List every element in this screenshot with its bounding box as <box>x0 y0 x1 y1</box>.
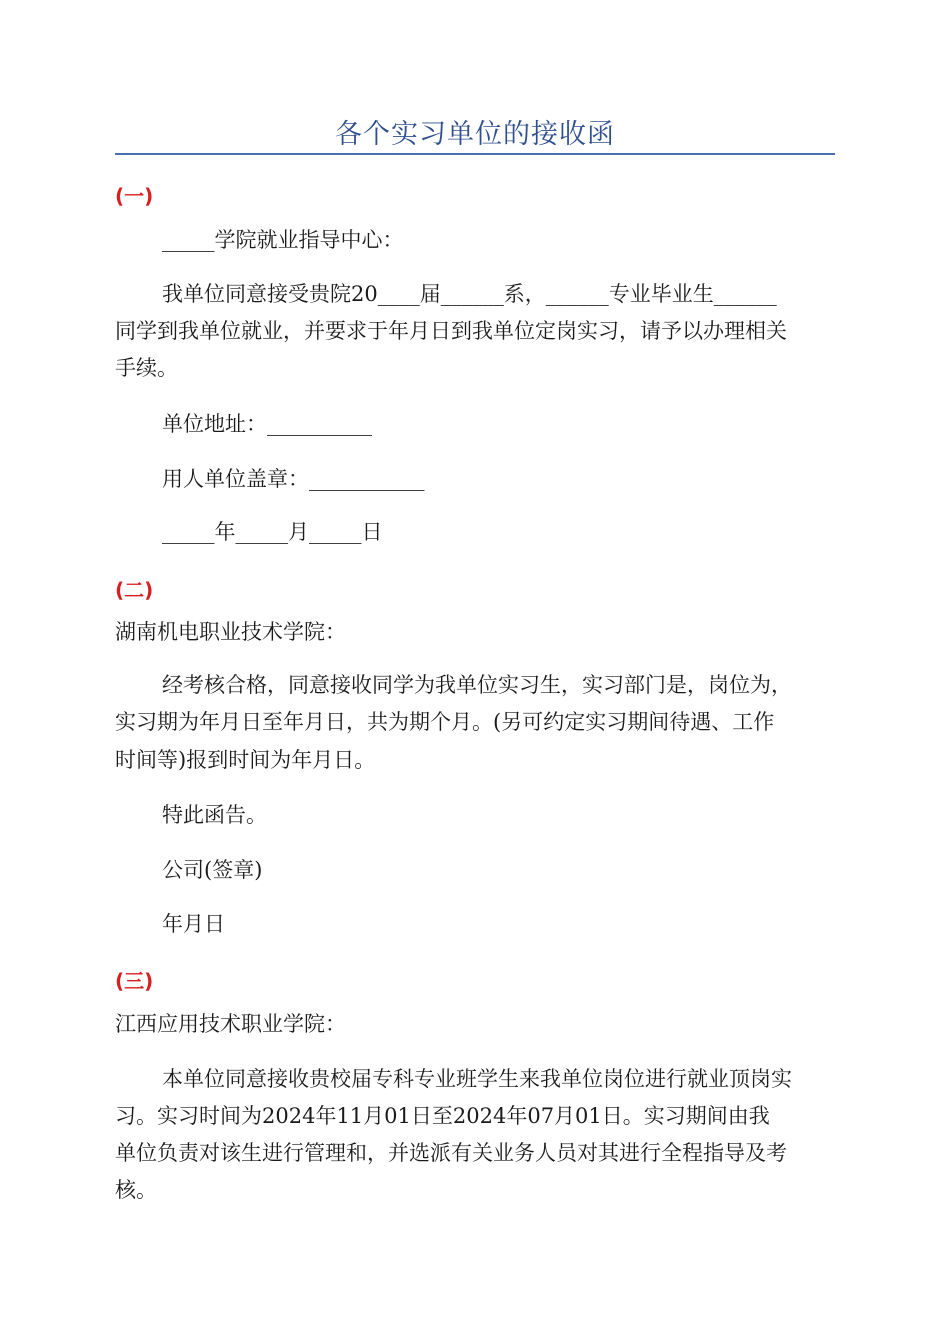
body-line: 习。实习时间为2024年11月01日至2024年07月01日。实习期间由我 <box>115 1104 770 1128</box>
date-line: 年月日 <box>162 912 225 936</box>
body-line: 我单位同意接受贵院20____届______系，______专业毕业生______ <box>162 282 777 306</box>
section-heading-2: (二) <box>115 578 154 602</box>
body-line: 本单位同意接收贵校届专科专业班学生来我单位岗位进行就业顶岗实 <box>162 1067 792 1091</box>
address-line: 单位地址：__________ <box>162 412 372 436</box>
salutation-line: 江西应用技术职业学院： <box>115 1012 346 1036</box>
body-line: 单位负责对该生进行管理和，并选派有关业务人员对其进行全程指导及考 <box>115 1141 787 1165</box>
body-line: 实习期为年月日至年月日，共为期个月。(另可约定实习期间待遇、工作 <box>115 710 775 734</box>
title-underline <box>115 153 835 155</box>
document-title: 各个实习单位的接收函 <box>335 119 615 150</box>
seal-line: 用人单位盖章：___________ <box>162 467 425 491</box>
salutation-line: 湖南机电职业技术学院： <box>115 620 346 644</box>
body-line: 经考核合格，同意接收同学为我单位实习生，实习部门是，岗位为， <box>162 673 792 697</box>
signature-line: 公司(签章) <box>162 858 263 882</box>
salutation-line: _____学院就业指导中心： <box>162 228 404 252</box>
body-line: 时间等)报到时间为年月日。 <box>115 748 376 772</box>
body-line: 手续。 <box>115 356 178 380</box>
section-heading-1: (一) <box>115 184 154 208</box>
section-heading-3: (三) <box>115 969 154 993</box>
closing-line: 特此函告。 <box>162 803 267 827</box>
body-line: 核。 <box>115 1178 157 1202</box>
date-line: _____年_____月_____日 <box>162 520 383 544</box>
body-line: 同学到我单位就业，并要求于年月日到我单位定岗实习，请予以办理相关 <box>115 319 787 343</box>
